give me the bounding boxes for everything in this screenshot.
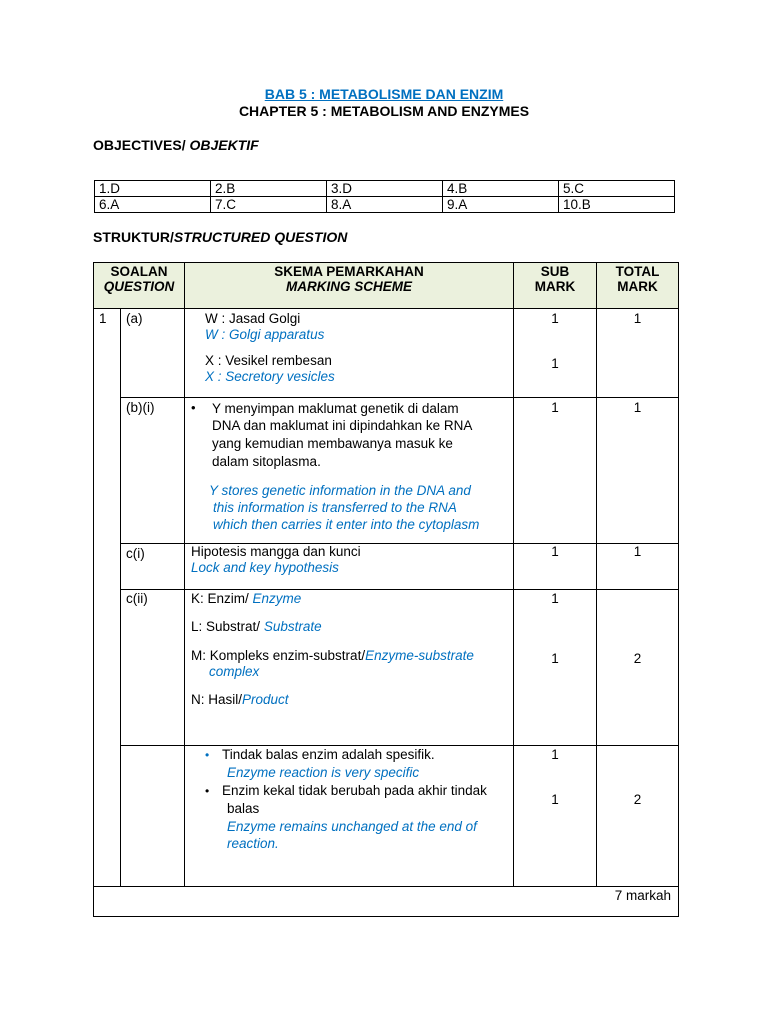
total-mark: 1: [633, 311, 642, 326]
table-cell: 8.A: [327, 197, 443, 213]
table-row: [94, 544, 679, 590]
answer-text: balas: [227, 801, 260, 816]
total-mark-cell: [597, 398, 679, 544]
answer-cell: [185, 746, 514, 887]
table-row: [94, 746, 679, 887]
total-mark-cell: [597, 590, 679, 746]
total-mark: 2: [633, 651, 642, 666]
answer-cell: [185, 398, 514, 544]
header-total-mark: TOTAL MARK: [597, 263, 679, 309]
table-cell: 10.B: [559, 197, 675, 213]
table-cell: 7.C: [211, 197, 327, 213]
bullet-icon: •: [191, 400, 196, 415]
sub-mark-cell: [514, 544, 597, 590]
answer-text-en: Lock and key hypothesis: [191, 560, 339, 575]
sub-mark: 1: [551, 792, 559, 807]
table-header-row: [94, 263, 679, 309]
answer-cell: [185, 544, 514, 590]
part-label: (b)(i): [121, 398, 185, 544]
answer-text: M: Kompleks enzim-substrat/Enzyme-substrate: [191, 648, 474, 663]
table-row: [95, 181, 675, 197]
answer-text: X : Vesikel rembesan: [205, 353, 332, 368]
table-cell: 1.D: [95, 181, 211, 197]
table-row: [94, 398, 679, 544]
sub-mark: 1: [551, 747, 559, 762]
total-mark-cell: [597, 746, 679, 887]
bullet-icon: •: [205, 748, 210, 762]
total-mark-cell: [597, 544, 679, 590]
total-mark-cell: [597, 309, 679, 398]
answer-text-en: Enzyme remains unchanged at the end of: [227, 819, 477, 834]
header-sub-mark: SUB MARK: [514, 263, 597, 309]
total-mark: 1: [633, 400, 642, 415]
question-number: 1: [94, 309, 121, 887]
answer-text-en: Y stores genetic information in the DNA and: [209, 483, 471, 498]
total-mark: 2: [633, 792, 642, 807]
answer-text: dalam sitoplasma.: [212, 454, 321, 469]
answer-text-en: Enzyme reaction is very specific: [227, 765, 420, 780]
title-malay: BAB 5 : METABOLISME DAN ENZIM: [264, 86, 504, 102]
sub-mark-cell: [514, 746, 597, 887]
sub-mark: 1: [551, 400, 559, 415]
sub-mark-cell: [514, 398, 597, 544]
total-marks-cell: [94, 887, 679, 917]
answer-text-en: W : Golgi apparatus: [205, 327, 325, 342]
header-marking-scheme: SKEMA PEMARKAHAN MARKING SCHEME: [185, 263, 514, 309]
answer-text: W : Jasad Golgi: [205, 311, 301, 326]
sub-mark: 1: [551, 591, 559, 606]
objectives-heading: OBJECTIVES/ OBJEKTIF: [93, 137, 259, 153]
table-row: [94, 309, 679, 398]
answer-text-en: complex: [209, 664, 260, 679]
answer-text: DNA dan maklumat ini dipindahkan ke RNA: [212, 418, 473, 433]
title-english: CHAPTER 5 : METABOLISM AND ENZYMES: [238, 103, 530, 119]
answer-cell: [185, 309, 514, 398]
answer-text: yang kemudian membawanya masuk ke: [212, 436, 453, 451]
part-label: [121, 746, 185, 887]
table-cell: 9.A: [443, 197, 559, 213]
table-cell: 5.C: [559, 181, 675, 197]
total-marks: 7 markah: [614, 888, 672, 903]
answer-text: L: Substrat/ Substrate: [191, 619, 322, 634]
structured-heading: STRUKTUR/STRUCTURED QUESTION: [93, 229, 348, 245]
answer-text: Y menyimpan maklumat genetik di dalam: [212, 401, 459, 416]
total-mark: 1: [633, 544, 642, 559]
table-cell: 4.B: [443, 181, 559, 197]
header-question: SOALAN QUESTION: [94, 263, 185, 309]
answer-text-en: reaction.: [227, 836, 279, 851]
answer-text: K: Enzim/ Enzyme: [191, 591, 302, 606]
table-row: [94, 590, 679, 746]
objectives-table: [94, 180, 675, 213]
sub-mark: 1: [551, 544, 559, 559]
answer-cell: [185, 590, 514, 746]
answer-text-en: X : Secretory vesicles: [205, 369, 335, 384]
bullet-icon: •: [205, 784, 210, 798]
sub-mark-cell: [514, 590, 597, 746]
sub-mark: 1: [551, 311, 559, 326]
answer-text-en: this information is transferred to the RNA: [213, 500, 457, 515]
sub-mark: 1: [551, 651, 559, 666]
table-cell: 6.A: [95, 197, 211, 213]
sub-mark: 1: [551, 356, 559, 371]
marking-scheme-table: [93, 262, 679, 917]
table-cell: 2.B: [211, 181, 327, 197]
table-row-total: [94, 887, 679, 917]
part-label: c(i): [121, 544, 185, 590]
sub-mark-cell: [514, 309, 597, 398]
answer-text: Enzim kekal tidak berubah pada akhir tindak: [222, 783, 487, 798]
part-label: (a): [121, 309, 185, 398]
answer-text: N: Hasil/Product: [191, 692, 289, 707]
table-cell: 3.D: [327, 181, 443, 197]
answer-text: Hipotesis mangga dan kunci: [191, 544, 361, 559]
part-label: c(ii): [121, 590, 185, 746]
answer-text: Tindak balas enzim adalah spesifik.: [222, 747, 435, 762]
answer-text-en: which then carries it enter into the cytoplasm: [213, 517, 480, 532]
table-row: [95, 197, 675, 213]
